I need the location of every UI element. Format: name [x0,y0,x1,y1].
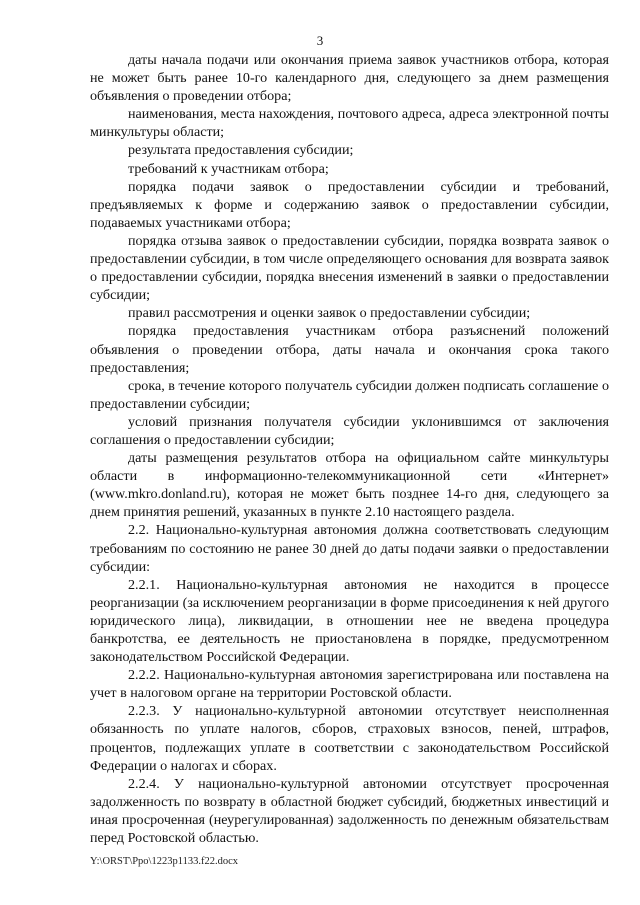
paragraph: наименования, места нахождения, почтового адреса, адреса электронной почты минкультуры области; [90,106,609,141]
paragraph: порядка отзыва заявок о предоставлении субсидии, порядка возврата заявок о предоставлении субсидии, в том числе определяющего основания для возврата заявок о предоставлении субсидии, порядка внесения изменений в заявки о предоставлении субсидии; [90,232,609,304]
clause-2-2-1: 2.2.1. Национально-культурная автономия не находится в процессе реорганизации (за исключением реорганизации в форме присоединения к ней другого юридического лица), ликвидации, в отношении нее не введена процедура банкротства, ее деятельность не приостановлена в порядке, предусмотренном законодательством Российской Федерации. [90,576,609,666]
paragraph: порядка предоставления участникам отбора разъяснений положений объявления о проведении отбора, даты начала и окончания срока такого предоставления; [90,323,609,376]
file-path-footer: Y:\ORST\Ppo\1223p1133.f22.docx [90,856,238,867]
page-number: 3 [316,33,324,48]
paragraph: правил рассмотрения и оценки заявок о предоставлении субсидии; [128,305,531,322]
clause-2-2-4: 2.2.4. У национально-культурной автономии отсутствует просроченная задолженность по возврату в областной бюджет субсидий, бюджетных инвестиций и иная просроченная (неурегулированная) задолженность по денежным обязательствам перед Ростовской областью. [90,775,609,847]
paragraph: порядка подачи заявок о предоставлении субсидии и требований, предъявляемых к форме и содержанию заявок о предоставлении субсидии, подаваемых участниками отбора; [90,178,609,231]
paragraph: результата предоставления субсидии; [128,142,354,159]
paragraph: требований к участникам отбора; [128,160,329,177]
paragraph: даты начала подачи или окончания приема заявок участников отбора, которая не может быть ранее 10-го календарного дня, следующего за днем размещения объявления о проведении отбора; [90,52,609,105]
paragraph: условий признания получателя субсидии уклонившимся от заключения соглашения о предоставлении субсидии; [90,413,609,448]
clause-2-2-3: 2.2.3. У национально-культурной автономии отсутствует неисполненная обязанность по уплате налогов, сборов, страховых взносов, пеней, штрафов, процентов, подлежащих уплате в соответствии с законодательством Российской Федерации о налогах и сборах. [90,703,609,774]
clause-2-2-2: 2.2.2. Национально-культурная автономия зарегистрирована или поставлена на учет в налоговом органе на территории Ростовской области. [90,667,609,702]
document-body [90,51,609,847]
paragraph: даты размещения результатов отбора на официальном сайте минкультуры области в информационно-телекоммуникационной сети «Интернет» (www.mkro.donland.ru), которая не может быть позднее 14-го дня, следующего за днем принятия решений, указанных в пункте 2.10 настоящего раздела. [90,450,609,521]
paragraph: срока, в течение которого получатель субсидии должен подписать соглашение о предоставлении субсидии; [90,377,609,412]
clause-2-2: 2.2. Национально-культурная автономия должна соответствовать следующим требованиям по состоянию не ранее 30 дней до даты подачи заявки о предоставлении субсидии: [90,522,609,575]
